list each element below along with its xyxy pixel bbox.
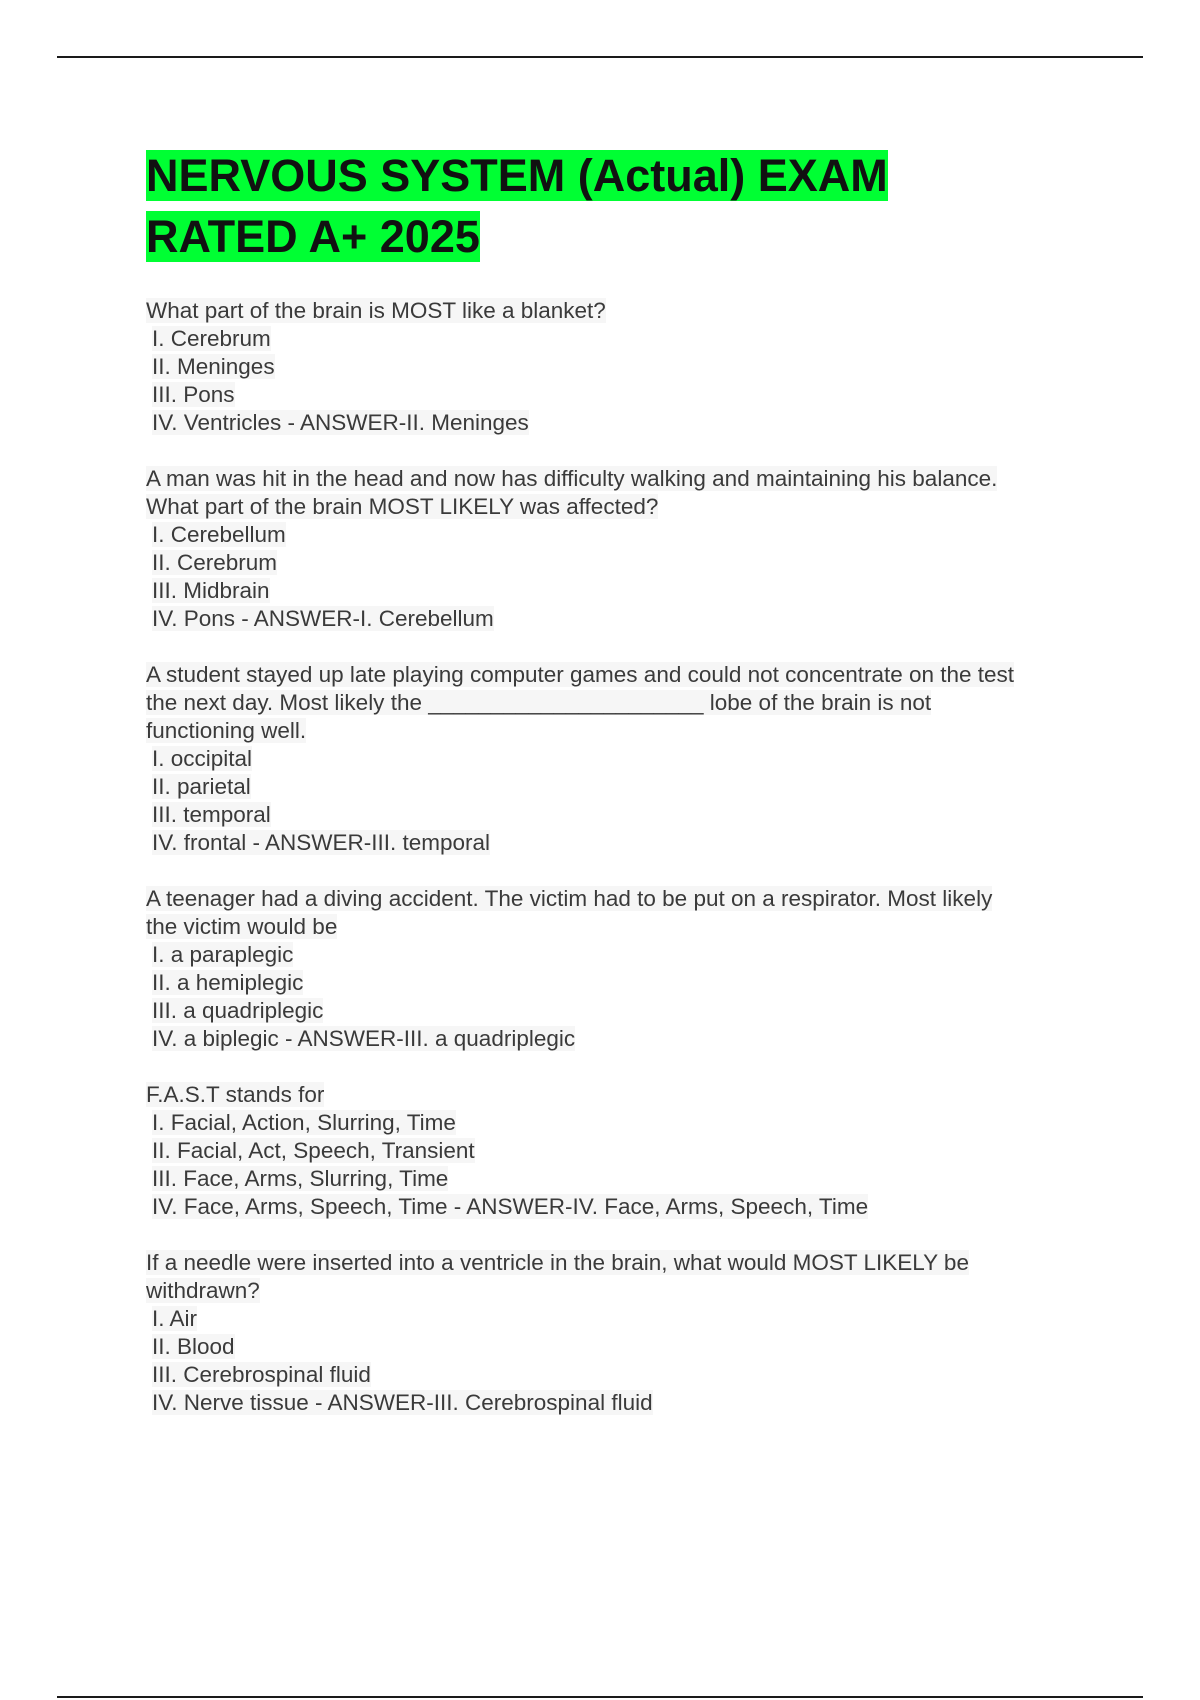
- answer-option-with-answer: IV. Pons - ANSWER-I. Cerebellum: [152, 606, 494, 631]
- answer-option: III. Pons: [152, 382, 235, 407]
- answer-option: II. a hemiplegic: [152, 970, 304, 995]
- question-text: withdrawn?: [146, 1278, 260, 1303]
- question-block: [146, 661, 1086, 857]
- answer-option-with-answer: IV. Face, Arms, Speech, Time - ANSWER-IV. Face, Arms, Speech, Time: [152, 1194, 869, 1219]
- question-text: the next day. Most likely the ______________________ lobe of the brain is not: [146, 690, 932, 715]
- answer-option: II. Meninges: [152, 354, 275, 379]
- question-block: [146, 885, 1086, 1053]
- title-line-2: RATED A+ 2025: [146, 211, 480, 262]
- answer-option: I. Air: [152, 1306, 198, 1331]
- question-block: [146, 465, 1086, 633]
- answer-option: III. temporal: [152, 802, 271, 827]
- question-text: A student stayed up late playing computer games and could not concentrate on the test: [146, 662, 1015, 687]
- question-text: What part of the brain MOST LIKELY was affected?: [146, 494, 659, 519]
- question-block: [146, 1249, 1086, 1417]
- answer-option-with-answer: IV. Nerve tissue - ANSWER-III. Cerebrospinal fluid: [152, 1390, 653, 1415]
- question-list: [146, 297, 1086, 1417]
- answer-option: I. occipital: [152, 746, 253, 771]
- answer-option: II. Facial, Act, Speech, Transient: [152, 1138, 475, 1163]
- answer-option: II. Cerebrum: [152, 550, 278, 575]
- question-text: If a needle were inserted into a ventricle in the brain, what would MOST LIKELY be: [146, 1250, 969, 1275]
- question-text: A teenager had a diving accident. The victim had to be put on a respirator. Most likely: [146, 886, 993, 911]
- question-text: F.A.S.T stands for: [146, 1082, 325, 1107]
- footer-rule: [57, 1696, 1143, 1698]
- title-line-1: NERVOUS SYSTEM (Actual) EXAM: [146, 150, 888, 201]
- document-body: [146, 145, 1086, 1445]
- answer-option: III. a quadriplegic: [152, 998, 324, 1023]
- answer-option-with-answer: IV. a biplegic - ANSWER-III. a quadriplegic: [152, 1026, 576, 1051]
- answer-option-with-answer: IV. frontal - ANSWER-III. temporal: [152, 830, 491, 855]
- question-block: [146, 1081, 1086, 1221]
- answer-option: III. Midbrain: [152, 578, 270, 603]
- answer-option: III. Cerebrospinal fluid: [152, 1362, 371, 1387]
- answer-option-with-answer: IV. Ventricles - ANSWER-II. Meninges: [152, 410, 529, 435]
- question-text: the victim would be: [146, 914, 338, 939]
- answer-option: III. Face, Arms, Slurring, Time: [152, 1166, 449, 1191]
- document-title: [146, 145, 1086, 267]
- question-text: functioning well.: [146, 718, 307, 743]
- question-block: [146, 297, 1086, 437]
- question-text: A man was hit in the head and now has difficulty walking and maintaining his balance.: [146, 466, 998, 491]
- question-text: What part of the brain is MOST like a blanket?: [146, 298, 606, 323]
- answer-option: I. Facial, Action, Slurring, Time: [152, 1110, 456, 1135]
- answer-option: II. parietal: [152, 774, 251, 799]
- answer-option: I. Cerebellum: [152, 522, 286, 547]
- header-rule: [57, 56, 1143, 58]
- answer-option: I. a paraplegic: [152, 942, 294, 967]
- answer-option: II. Blood: [152, 1334, 235, 1359]
- answer-option: I. Cerebrum: [152, 326, 271, 351]
